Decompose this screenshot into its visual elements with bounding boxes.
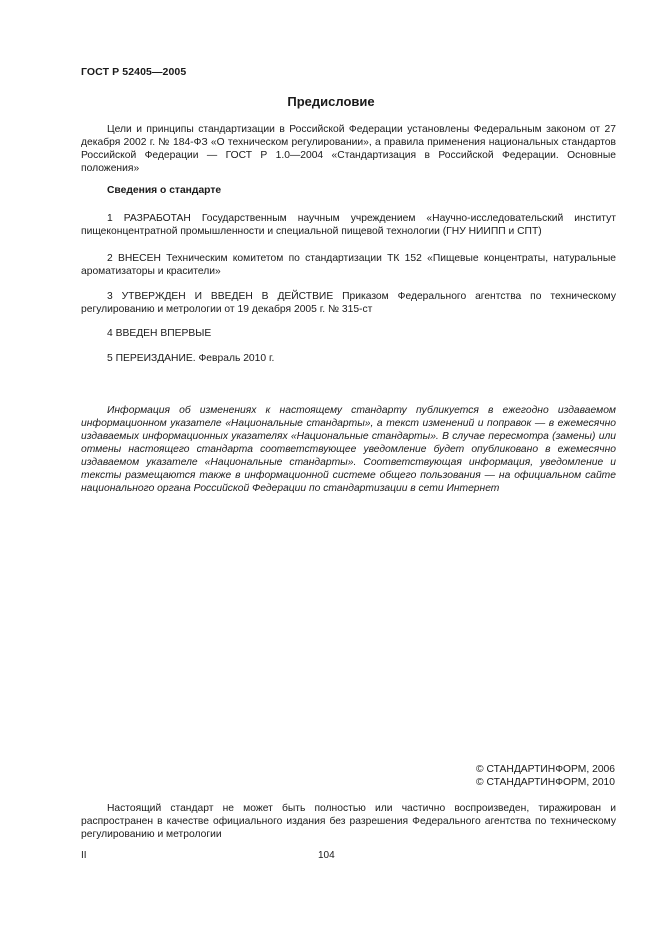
standard-info-item-5: 5 ПЕРЕИЗДАНИЕ. Февраль 2010 г.: [107, 353, 275, 364]
roman-page-number: II: [81, 850, 87, 861]
copyright-line-2: © СТАНДАРТИНФОРМ, 2010: [476, 777, 615, 788]
standard-info-heading: Сведения о стандарте: [107, 185, 222, 196]
reproduction-notice: Настоящий стандарт не может быть полностью или частично воспроизведен, тиражирован и распространен в качестве официального издания без разрешения Федерального агентства по техническому регулированию и метрологии: [81, 803, 616, 840]
standard-info-item-4: 4 ВВЕДЕН ВПЕРВЫЕ: [107, 328, 212, 339]
changes-info-paragraph: Информация об изменениях к настоящему стандарту публикуется в ежегодно издаваемом информационном указателе «Национальные стандарты», а текст изменений и поправок — в ежемесячно издаваемых информационных указателях «Национальные стандарты». В случае пересмотра (замены) или отмены настоящего стандарта соответствующее уведомление будет опубликовано в ежемесячно издаваемом указателе «Национальные стандарты». Соответствующая информация, уведомление и тексты размещаются также в информационной системе общего пользования — на официальном сайте национального органа Российской Федерации по стандартизации в сети Интернет: [81, 405, 616, 494]
page-number: 104: [318, 850, 335, 861]
standard-code: ГОСТ Р 52405—2005: [81, 66, 187, 78]
preface-intro: Цели и принципы стандартизации в Российской Федерации установлены Федеральным законом от 27 декабря 2002 г. № 184-ФЗ «О техническом регулировании», а правила применения национальных стандартов Российской Федерации — ГОСТ Р 1.0—2004 «Стандартизация в Российской Федерации. Основные положения»: [81, 124, 616, 174]
standard-info-item-1: 1 РАЗРАБОТАН Государственным научным учреждением «Научно-исследовательский институт пищеконцентратной промышленности и специальной пищевой технологии (ГНУ НИИПП и СПТ): [81, 213, 616, 237]
standard-info-item-2: 2 ВНЕСЕН Техническим комитетом по стандартизации ТК 152 «Пищевые концентраты, натуральные ароматизаторы и красители»: [81, 253, 616, 277]
standard-info-item-3: 3 УТВЕРЖДЕН И ВВЕДЕН В ДЕЙСТВИЕ Приказом Федерального агентства по техническому регулированию и метрологии от 19 декабря 2005 г. № 315-ст: [81, 291, 616, 315]
preface-title: Предисловие: [287, 94, 375, 109]
copyright-line-1: © СТАНДАРТИНФОРМ, 2006: [476, 764, 615, 775]
